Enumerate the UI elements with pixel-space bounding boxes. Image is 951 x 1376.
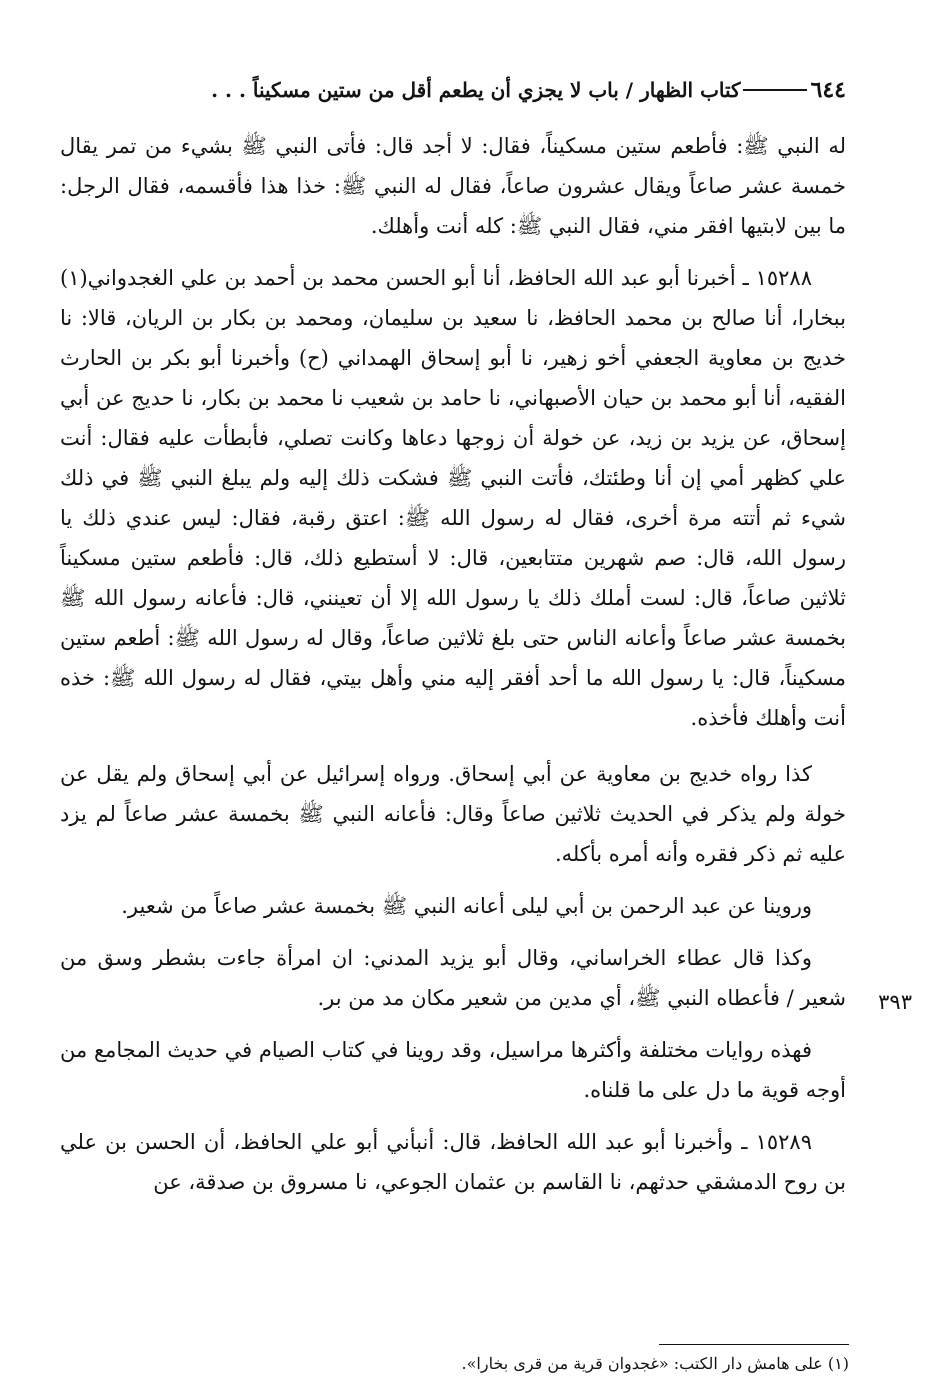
paragraph-khadij-note: كذا رواه خديج بن معاوية عن أبي إسحاق. ورواه إسرائيل عن أبي إسحاق ولم يقل عن خولة ولم يذكر في الحديث ثلاثين صاعاً وقال: فأعانه النبي ﷺ بخمسة عشر صاعاً لم يزد عليه ثم ذكر فقره وأنه أمره بأكله. bbox=[60, 762, 846, 866]
footnote: (١) على هامش دار الكتب: «غجدوان قرية من قرى بخارا». bbox=[461, 1354, 849, 1373]
paragraph-ibn-abi-layla: وروينا عن عبد الرحمن بن أبي ليلى أعانه النبي ﷺ بخمسة عشر صاعاً من شعير. bbox=[121, 894, 812, 918]
hadith-15288: ١٥٢٨٨ ـ أخبرنا أبو عبد الله الحافظ، أنا أبو الحسن محمد بن أحمد بن علي الغجدواني(١) ببخارا، أنا صالح بن محمد الحافظ، نا سعيد بن سليمان، ومحمد بن بكار بن الريان، قالا: نا خديج بن معاوية الجعفي أخو زهير، نا أبو إسحاق الهمداني (ح) وأخبرنا أبو بكر بن الحارث الفقيه، أنا أبو محمد بن حيان الأصبهاني، نا حامد بن شعيب نا محمد بن بكار، نا حديج عن أبي إسحاق، عن يزيد بن زيد، عن خولة أن زوجها دعاها وكانت تصلي، فأبطأت عليه فقال: أنت علي كظهر أمي إن أنا وطئتك، فأتت النبي ﷺ فشكت ذلك إليه ولم يبلغ النبي ﷺ في ذلك شيء ثم أتته مرة أخرى، فقال له رسول الله ﷺ: اعتق رقبة، فقال: ليس عندي ذلك يا رسول الله، قال: صم شهرين متتابعين، قال: لا أستطيع ذلك، قال: فأطعم ستين مسكيناً ثلاثين صاعاً، قال: لست أملك ذلك يا رسول الله إلا أن تعينني، قال: فأعانه رسول الله ﷺ بخمسة عشر صاعاً وأعانه الناس حتى بلغ ثلاثين صاعاً، وقال له رسول الله ﷺ: أطعم ستين مسكيناً، قال: يا رسول الله ما أحد أفقر إليه مني وأهل بيتي، فقال له رسول الله ﷺ: خذه أنت وأهلك فأخذه. bbox=[60, 266, 846, 730]
margin-page-number: ٣٩٣ bbox=[878, 990, 912, 1014]
page-number: ٦٤٤ bbox=[810, 77, 846, 103]
page-body bbox=[60, 74, 912, 1214]
footnote-rule bbox=[659, 1344, 849, 1345]
page-header bbox=[60, 74, 846, 106]
paragraph-continuation: له النبي ﷺ: فأطعم ستين مسكيناً، فقال: لا أجد قال: فأتى النبي ﷺ بشيء من تمر يقال خمسة عشر صاعاً ويقال عشرون صاعاً، فقال له النبي ﷺ: خذا هذا فأقسمه، فقال الرجل: ما بين لابتيها افقر مني، فقال النبي ﷺ: كله أنت وأهلك. bbox=[60, 134, 846, 238]
running-title: كتاب الظهار / باب لا يجزي أن يطعم أقل من ستين مسكيناً . . . bbox=[211, 78, 741, 102]
paragraph-mursal-narrations: فهذه روايات مختلفة وأكثرها مراسيل، وقد روينا في كتاب الصيام في حديث المجامع من أوجه قوية ما دل على ما قلناه. bbox=[60, 1038, 846, 1102]
header-rule bbox=[743, 89, 807, 91]
paragraph-ata-khurasani: وكذا قال عطاء الخراساني، وقال أبو يزيد المدني: ان امرأة جاءت بشطر وسق من شعير / فأعطاه النبي ﷺ، أي مدين من شعير مكان مد من بر. bbox=[60, 946, 846, 1010]
hadith-15289: ١٥٢٨٩ ـ وأخبرنا أبو عبد الله الحافظ، قال: أنبأني أبو علي الحافظ، أن الحسن بن علي بن روح الدمشقي حدثهم، نا القاسم بن عثمان الجوعي، نا مسروق بن صدقة، عن bbox=[60, 1130, 846, 1194]
margin-section bbox=[60, 938, 912, 1018]
